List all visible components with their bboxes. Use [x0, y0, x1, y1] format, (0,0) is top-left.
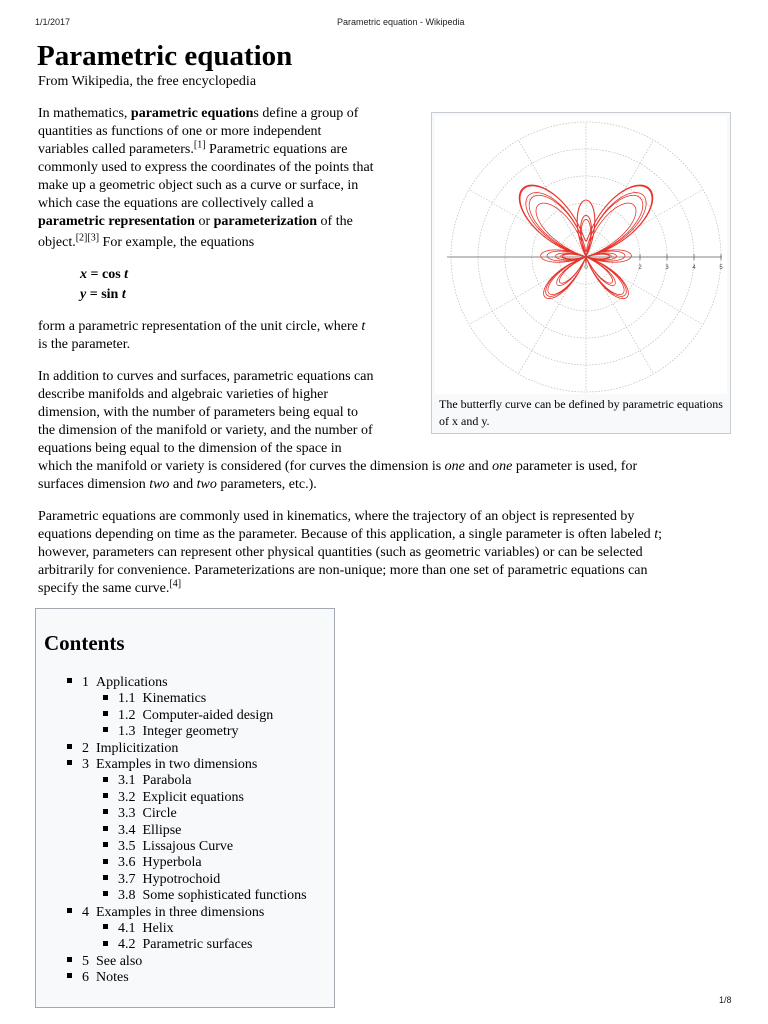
intro-text: make up a geometric object such as a curve or surface, in — [38, 178, 359, 193]
toc-item-label[interactable]: Hyperbola — [142, 855, 202, 871]
print-page-number: 1/8 — [719, 995, 732, 1005]
toc-item-label[interactable]: Applications — [96, 675, 168, 690]
toc-item-number: 3.6 — [118, 855, 136, 871]
toc-item-number: 3 — [82, 757, 89, 772]
toc-item-label[interactable]: Computer-aided design — [142, 707, 274, 723]
intro-text: object. — [38, 235, 76, 250]
bullet-icon — [103, 941, 108, 946]
toc-item-label[interactable]: Notes — [96, 970, 129, 986]
toc-item-number: 1.2 — [118, 707, 136, 723]
reference-link[interactable]: [2][3] — [75, 232, 100, 244]
paragraph-text: form a parametric representation of the unit circle, where t — [38, 319, 366, 334]
toc-item-number: 5 — [82, 953, 89, 969]
intro-text: commonly used to express the coordinates of the points that — [38, 160, 374, 175]
toc-item[interactable] — [67, 675, 168, 691]
bullet-icon — [103, 727, 108, 732]
bullet-icon — [103, 809, 108, 814]
axis-tick-label: 0 — [584, 265, 588, 271]
toc-item-label[interactable]: Examples in three dimensions — [96, 904, 265, 920]
toc-item[interactable] — [103, 724, 239, 740]
intro-text: which case the equations are collectively called a — [38, 196, 314, 211]
intro-text: or — [194, 214, 214, 229]
toc-item-label[interactable]: Lissajous Curve — [142, 839, 234, 854]
toc-item[interactable] — [103, 806, 177, 822]
axis-tick-label: 3 — [665, 265, 669, 271]
intro-text: Parametric equations are — [205, 142, 348, 157]
grid-ray — [586, 190, 703, 258]
butterfly-figure — [431, 112, 731, 434]
bullet-icon — [103, 875, 108, 880]
toc-item-number: 3.5 — [118, 839, 136, 854]
parameterization-term: parameterization — [213, 214, 318, 229]
paragraph-text: In addition to curves and surfaces, parametric equations can — [38, 369, 374, 384]
print-page-title: Parametric equation - Wikipedia — [337, 17, 465, 27]
bullet-icon — [67, 678, 72, 683]
toc-item[interactable] — [103, 921, 174, 937]
figure-caption: The butterfly curve can be defined by parametric equations of x and y. — [439, 397, 723, 428]
butterfly-curve-image[interactable] — [435, 116, 727, 394]
toc-item-label[interactable]: Kinematics — [142, 691, 207, 707]
toc-item[interactable] — [103, 937, 253, 953]
toc-item[interactable] — [67, 970, 129, 986]
toc-item[interactable] — [103, 790, 244, 806]
toc-item[interactable] — [103, 839, 233, 855]
toc-item-number: 4.2 — [118, 937, 136, 953]
toc-item-label[interactable]: Parametric surfaces — [142, 937, 253, 953]
paragraph-text: arbitrarily for convenience. Parameterizations are non-unique; more than one set of parametric equations can — [38, 563, 648, 578]
bullet-icon — [103, 842, 108, 847]
paragraph-text: is the parameter. — [38, 337, 131, 352]
toc-item-number: 3.8 — [118, 888, 136, 904]
equation-x: x = cos t — [80, 267, 129, 282]
toc-item-label[interactable]: Integer geometry — [142, 724, 239, 740]
paragraph-text: the dimension of the manifold or variety, and the number of — [38, 423, 373, 438]
parametric-representation-term: parametric representation — [38, 214, 195, 229]
paragraph-text: which the manifold or variety is considered (for curves the dimension is one and one parameter is used, for — [38, 459, 638, 474]
paragraph-text: describe manifolds and algebraic varieties of higher — [38, 387, 328, 402]
toc-item-number: 3.4 — [118, 822, 136, 838]
bullet-icon — [103, 777, 108, 782]
bullet-icon — [67, 744, 72, 749]
toc-item-label[interactable]: Some sophisticated functions — [142, 888, 307, 904]
intro-text: quantities as functions of one or more independent — [38, 124, 322, 139]
intro-text: of the — [317, 214, 353, 229]
toc-item[interactable] — [67, 741, 178, 757]
toc-item-number: 1 — [82, 675, 89, 690]
table-of-contents — [35, 608, 335, 1008]
intro-text: variables called parameters. — [38, 142, 194, 157]
toc-item-number: 3.2 — [118, 789, 136, 805]
toc-item-number: 4 — [82, 904, 89, 920]
toc-item[interactable] — [103, 691, 206, 707]
toc-item-label[interactable]: Ellipse — [142, 822, 182, 838]
bullet-icon — [67, 760, 72, 765]
bullet-icon — [103, 793, 108, 798]
toc-item-label[interactable]: Parabola — [142, 773, 192, 789]
toc-item-label[interactable]: Examples in two dimensions — [96, 757, 258, 772]
toc-item[interactable] — [103, 872, 220, 888]
toc-item[interactable] — [103, 855, 202, 871]
axis-tick-label: 5 — [719, 265, 723, 271]
toc-item[interactable] — [103, 708, 273, 724]
toc-item-number: 1.1 — [118, 691, 136, 707]
paragraph-text: equations depending on time as the parameter. Because of this application, a single parameter is often labeled t; — [38, 527, 662, 542]
parametric-equations-term: parametric equation — [130, 106, 254, 121]
reference-link[interactable]: [1] — [193, 139, 206, 151]
bullet-icon — [103, 891, 108, 896]
bullet-icon — [103, 826, 108, 831]
grid-ray — [586, 257, 654, 374]
toc-item-label[interactable]: Circle — [142, 806, 177, 822]
paragraph-text: specify the same curve.[4] — [38, 578, 182, 596]
bullet-icon — [103, 711, 108, 716]
toc-item[interactable] — [67, 954, 142, 970]
paragraph-text: equations being equal to the dimension of the space in — [38, 441, 342, 456]
paragraph-text: however, parameters can represent other physical quantities (such as geometric variables) or can be selected — [38, 545, 643, 560]
intro-text: In mathematics, — [38, 106, 131, 121]
paragraph-text: surfaces dimension two and two parameters, etc.). — [38, 477, 317, 492]
bullet-icon — [103, 924, 108, 929]
toc-item-label[interactable]: See also — [96, 953, 143, 969]
toc-title: Contents — [44, 631, 125, 655]
toc-item-number: 2 — [82, 740, 89, 756]
print-date: 1/1/2017 — [35, 17, 71, 27]
page-subtitle: From Wikipedia, the free encyclopedia — [38, 74, 257, 89]
toc-item[interactable] — [103, 888, 307, 904]
reference-link[interactable]: [4] — [169, 578, 182, 590]
grid-ray — [519, 257, 587, 374]
bullet-icon — [67, 908, 72, 913]
grid-ray — [469, 190, 586, 258]
intro-text: s define a group of — [253, 106, 359, 121]
toc-item[interactable] — [67, 757, 257, 773]
toc-item-number: 3.7 — [118, 871, 136, 887]
toc-item-label[interactable]: Hypotrochoid — [142, 871, 221, 887]
page-title: Parametric equation — [37, 40, 293, 72]
bullet-icon — [103, 695, 108, 700]
toc-item-label[interactable]: Explicit equations — [142, 789, 244, 805]
toc-item[interactable] — [103, 773, 191, 789]
toc-item-number: 1.3 — [118, 724, 136, 740]
toc-item[interactable] — [103, 823, 181, 839]
paragraph-text: dimension, with the number of parameters being equal to — [38, 405, 358, 420]
equation-y: y = sin t — [80, 287, 126, 302]
toc-item-number: 6 — [82, 970, 89, 986]
bullet-icon — [67, 957, 72, 962]
axis-tick-label: 4 — [692, 265, 696, 271]
toc-item-number: 3.1 — [118, 773, 136, 789]
paragraph-text: Parametric equations are commonly used in kinematics, where the trajectory of an object is represented by — [38, 509, 635, 524]
intro-text: For example, the equations — [99, 235, 255, 250]
toc-item[interactable] — [67, 905, 264, 921]
toc-item-label[interactable]: Implicitization — [96, 740, 179, 756]
bullet-icon — [103, 859, 108, 864]
toc-item-number: 3.3 — [118, 806, 136, 822]
toc-item-number: 4.1 — [118, 921, 136, 936]
toc-item-label[interactable]: Helix — [142, 921, 174, 936]
axis-tick-label: 2 — [638, 265, 642, 271]
bullet-icon — [67, 973, 72, 978]
